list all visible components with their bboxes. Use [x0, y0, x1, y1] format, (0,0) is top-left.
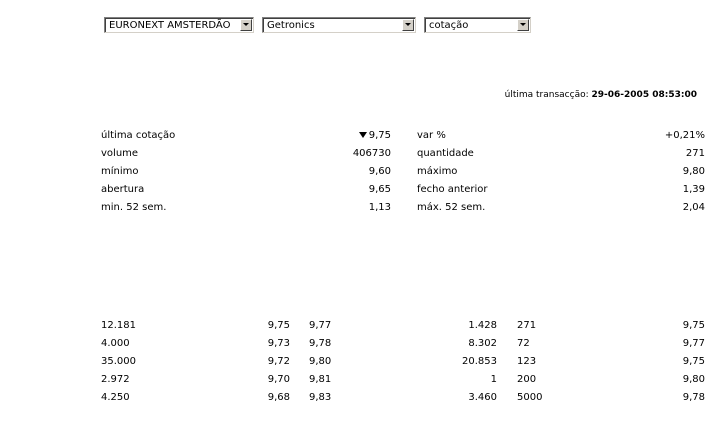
company-select-value: Getronics: [267, 20, 315, 31]
trade-quantity: 123: [517, 356, 537, 367]
quote-row: [0, 130, 727, 144]
quote-row: [0, 202, 727, 216]
last-transaction: [505, 90, 697, 100]
company-select[interactable]: [262, 17, 416, 33]
quote-value: 9,65: [368, 184, 391, 195]
view-select-value: cotação: [429, 20, 469, 31]
quote-value: 9,60: [368, 166, 391, 177]
chevron-down-icon: [405, 23, 411, 26]
market-dropdown-button[interactable]: [240, 19, 252, 31]
quote-label: quantidade: [417, 148, 474, 159]
bid-quantity: 12.181: [101, 320, 136, 331]
bid-quantity: 2.972: [101, 374, 130, 385]
trade-price: 9,75: [682, 320, 705, 331]
quote-label: abertura: [101, 184, 145, 195]
table-row: [0, 320, 727, 334]
ask-volume: 1.428: [468, 320, 497, 331]
trade-quantity: 72: [517, 338, 530, 349]
ask-volume: 1: [490, 374, 497, 385]
ask-volume: 3.460: [468, 392, 497, 403]
view-select[interactable]: [424, 17, 531, 33]
trade-quantity: 271: [517, 320, 537, 331]
quote-label: fecho anterior: [417, 184, 488, 195]
quote-label: mínimo: [101, 166, 139, 177]
trade-quantity: 200: [517, 374, 537, 385]
quote-row: [0, 148, 727, 162]
bid-price: 9,73: [267, 338, 290, 349]
ask-price: 9,80: [309, 356, 332, 367]
bid-price: 9,75: [267, 320, 290, 331]
quote-row: [0, 166, 727, 180]
market-select[interactable]: [104, 17, 254, 33]
table-row: [0, 392, 727, 406]
ask-price: 9,81: [309, 374, 332, 385]
table-row: [0, 356, 727, 370]
quote-label: var %: [417, 130, 446, 141]
quote-value: 271: [685, 148, 705, 159]
trade-price: 9,77: [682, 338, 705, 349]
bid-price: 9,72: [267, 356, 290, 367]
ask-volume: 8.302: [468, 338, 497, 349]
trade-quantity: 5000: [517, 392, 543, 403]
ask-volume: 20.853: [462, 356, 497, 367]
bid-quantity: 35.000: [101, 356, 136, 367]
quote-value: 1,39: [682, 184, 705, 195]
bid-price: 9,68: [267, 392, 290, 403]
quote-value: 1,13: [368, 202, 391, 213]
quote-label: volume: [101, 148, 139, 159]
last-quote-value: 9,75: [368, 130, 391, 141]
quote-value: 2,04: [682, 202, 705, 213]
view-dropdown-button[interactable]: [517, 19, 529, 31]
table-row: [0, 338, 727, 352]
chevron-down-icon: [243, 23, 249, 26]
bid-quantity: 4.250: [101, 392, 130, 403]
last-transaction-value: 29-06-2005 08:53:00: [591, 90, 697, 100]
quote-value: +0,21%: [664, 130, 705, 141]
table-row: [0, 374, 727, 388]
company-dropdown-button[interactable]: [402, 19, 414, 31]
quote-value: 9,80: [682, 166, 705, 177]
last-transaction-label: última transacção:: [504, 90, 589, 100]
quote-row: [0, 184, 727, 198]
bid-price: 9,70: [267, 374, 290, 385]
bid-quantity: 4.000: [101, 338, 130, 349]
quote-label: última cotação: [101, 130, 176, 141]
quote-value: 406730: [352, 148, 391, 159]
market-select-value: EURONEXT AMSTERDÃO: [109, 20, 231, 31]
chevron-down-icon: [520, 23, 526, 26]
trade-price: 9,80: [682, 374, 705, 385]
quote-label: máx. 52 sem.: [417, 202, 486, 213]
ask-price: 9,77: [309, 320, 332, 331]
ask-price: 9,78: [309, 338, 332, 349]
ask-price: 9,83: [309, 392, 332, 403]
trade-price: 9,75: [682, 356, 705, 367]
quote-label: máximo: [417, 166, 458, 177]
trade-price: 9,78: [682, 392, 705, 403]
quote-label: min. 52 sem.: [101, 202, 167, 213]
